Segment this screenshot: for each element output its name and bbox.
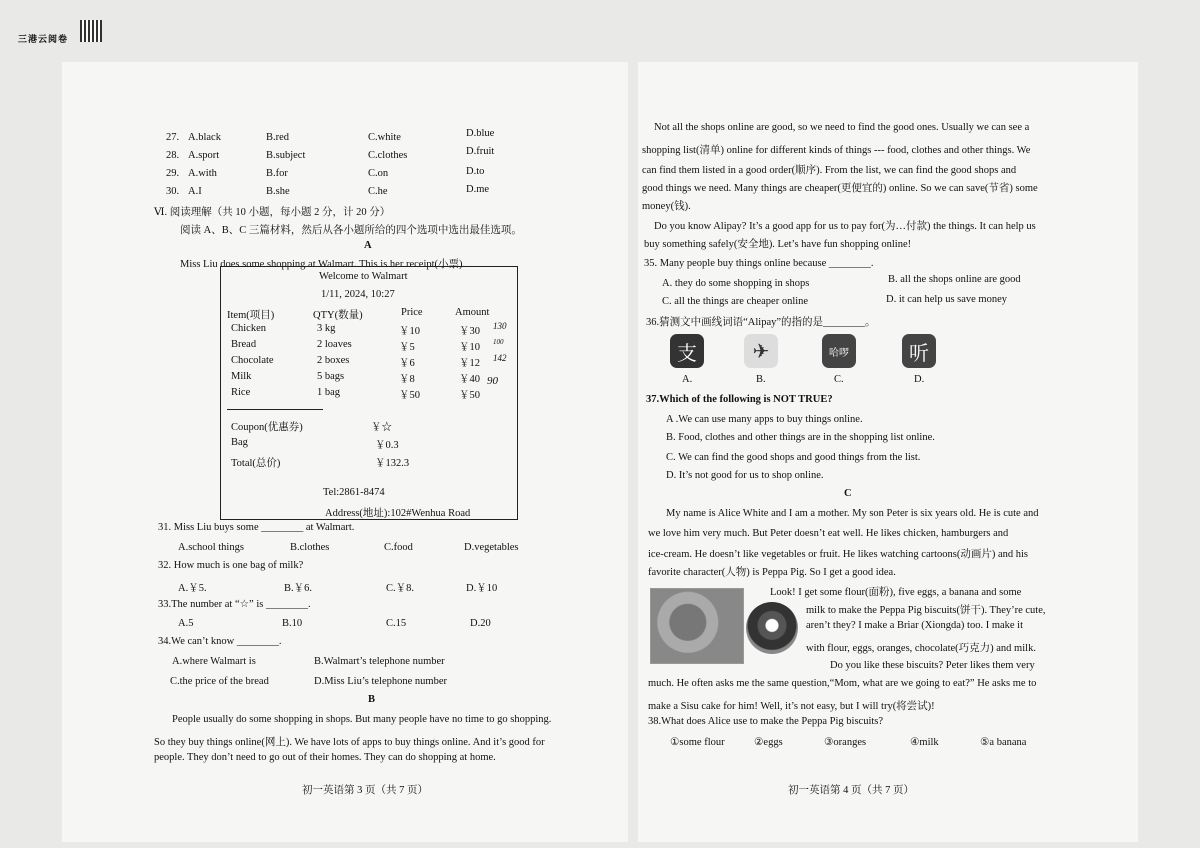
- passage-b-line: Not all the shops online are good, so we need to find the good ones. Usually we can see a: [654, 122, 1030, 133]
- receipt-row-qty: 1 bag: [317, 387, 341, 398]
- receipt-row-item: Rice: [231, 387, 251, 398]
- q36-b: B.: [756, 374, 766, 385]
- passage-b-line: can find them listed in a good order(顺序). From the list, we can find the good shops and: [642, 165, 1017, 176]
- receipt-row-price: ￥10: [399, 326, 420, 337]
- q29-a: A.with: [188, 168, 217, 179]
- q36-d: D.: [914, 374, 925, 385]
- q32-b: B.￥6.: [284, 583, 313, 594]
- passage-c-line: ice-cream. He doesn’t like vegetables or fruit. He likes watching cartoons(动画片) and his: [648, 549, 1029, 560]
- passage-c-line: much. He often asks me the same question,“Mom, what are we going to eat?” He asks me to: [648, 678, 1037, 689]
- q30-c: C.he: [368, 186, 388, 197]
- passage-c-line: with flour, eggs, oranges, chocolate(巧克力) and milk.: [806, 643, 1036, 654]
- receipt-row-qty: 2 boxes: [317, 355, 350, 366]
- receipt-header-qty: QTY(数量): [313, 310, 363, 321]
- passage-c-line: milk to make the Peppa Pig biscuits(饼干). They’re cute,: [806, 605, 1046, 616]
- q33-stem: 33.The number at “☆” is ________.: [158, 599, 311, 610]
- q33-c: C.15: [386, 618, 407, 629]
- receipt-header-amount: Amount: [455, 307, 490, 318]
- q27-b: B.red: [266, 132, 290, 143]
- q31-b: B.clothes: [290, 542, 330, 553]
- q33-a: A.5: [178, 618, 194, 629]
- receipt-total-value: ￥132.3: [375, 458, 410, 469]
- listen-app-icon: 听: [902, 334, 936, 368]
- passage-c-line: we love him very much. But Peter doesn’t eat well. He likes chicken, hamburgers and: [648, 528, 1009, 539]
- q34-stem: 34.We can’t know ________.: [158, 636, 282, 647]
- q35-d: D. it can help us save money: [886, 294, 1008, 305]
- q34-a: A.where Walmart is: [172, 656, 256, 667]
- q28-a: A.sport: [188, 150, 220, 161]
- passage-b-line: So they buy things online(网上). We have lots of apps to buy things online. And it’s good for: [154, 737, 545, 748]
- q27-c: C.white: [368, 132, 401, 143]
- q33-b: B.10: [282, 618, 303, 629]
- receipt-header-item: Item(项目): [227, 310, 275, 321]
- receipt-row-item: Chocolate: [231, 355, 274, 366]
- receipt-row-qty: 3 kg: [317, 323, 336, 334]
- receipt-tel: Tel:2861-8474: [323, 487, 385, 498]
- receipt-bag-value: ￥0.3: [375, 440, 399, 451]
- q30-num: 30.: [166, 186, 180, 197]
- receipt-header-price: Price: [401, 307, 423, 318]
- receipt-row-item: Milk: [231, 371, 252, 382]
- receipt-coupon-value: ￥☆: [371, 422, 392, 433]
- q31-d: D.vegetables: [464, 542, 519, 553]
- q36-a: A.: [682, 374, 693, 385]
- q35-b: B. all the shops online are good: [888, 274, 1021, 285]
- q36-c: C.: [834, 374, 844, 385]
- receipt-coupon-label: Coupon(优惠券): [231, 422, 303, 433]
- q34-b: B.Walmart’s telephone number: [314, 656, 445, 667]
- receipt-row-amount: ￥10: [459, 342, 480, 353]
- passage-b-line: money(钱).: [642, 201, 691, 212]
- receipt-title: Welcome to Walmart: [319, 271, 408, 282]
- passage-c-line: aren’t they? I make a Briar (Xiongda) too. I make it: [806, 620, 1024, 631]
- receipt: [220, 266, 518, 520]
- q30-d: D.me: [466, 184, 490, 195]
- passage-b-line: people. They don’t need to go out of their homes. They can do shopping at home.: [154, 752, 496, 763]
- q32-c: C.￥8.: [386, 583, 415, 594]
- q29-d: D.to: [466, 166, 485, 177]
- passage-c-line: Look! I get some flour(面粉), five eggs, a banana and some: [770, 587, 1022, 598]
- right-page: [638, 62, 1138, 842]
- passage-c-line: Do you like these biscuits? Peter likes them very: [830, 660, 1035, 671]
- receipt-row-amount: ￥50: [459, 390, 480, 401]
- q36-stem: 36.猜测文中画线词语“Alipay”的指的是________。: [646, 317, 876, 328]
- receipt-row-qty: 5 bags: [317, 371, 345, 382]
- receipt-row-amount: ￥30: [459, 326, 480, 337]
- q27-d: D.blue: [466, 128, 495, 139]
- page-footer: 初一英语第 4 页（共 7 页）: [788, 785, 914, 796]
- q38-option: ③oranges: [824, 737, 867, 748]
- receipt-divider: [227, 409, 323, 410]
- receipt-row-item: Bread: [231, 339, 257, 350]
- receipt-row-price: ￥50: [399, 390, 420, 401]
- q28-c: C.clothes: [368, 150, 408, 161]
- passage-c-line: My name is Alice White and I am a mother. My son Peter is six years old. He is cute and: [666, 508, 1039, 519]
- q32-d: D.￥10: [466, 583, 498, 594]
- q32-stem: 32. How much is one bag of milk?: [158, 560, 304, 571]
- hello-app-icon: 哈啰: [822, 334, 856, 368]
- receipt-row-price: ￥6: [399, 358, 415, 369]
- q29-num: 29.: [166, 168, 180, 179]
- section-title: Ⅵ. 阅读理解（共 10 小题，每小题 2 分，计 20 分）: [154, 207, 391, 218]
- q31-stem: 31. Miss Liu buys some ________ at Walmart.: [158, 522, 355, 533]
- q35-c: C. all the things are cheaper online: [662, 296, 809, 307]
- passage-a-intro: Miss Liu does some shopping at Walmart. This is her receipt(小票).: [180, 259, 466, 270]
- q38-option: ②eggs: [754, 737, 783, 748]
- q28-d: D.fruit: [466, 146, 495, 157]
- receipt-row-item: Chicken: [231, 323, 266, 334]
- handwritten-note: 90: [487, 375, 498, 387]
- q27-num: 27.: [166, 132, 180, 143]
- q37-d: D. It’s not good for us to shop online.: [666, 470, 824, 481]
- receipt-row-amount: ￥40: [459, 374, 480, 385]
- q31-c: C.food: [384, 542, 413, 553]
- page-footer: 初一英语第 3 页（共 7 页）: [302, 785, 428, 796]
- q27-a: A.black: [188, 132, 221, 143]
- handwritten-note: 130: [493, 321, 507, 331]
- q28-num: 28.: [166, 150, 180, 161]
- peppa-biscuits-photo: [650, 588, 744, 664]
- q30-a: A.I: [188, 186, 202, 197]
- logo-text: 三港云阅卷: [18, 34, 69, 44]
- receipt-row-price: ￥8: [399, 374, 415, 385]
- q38-option: ④milk: [910, 737, 939, 748]
- q37-c: C. We can find the good shops and good things from the list.: [666, 452, 921, 463]
- paper-plane-app-icon: ✈: [744, 334, 778, 368]
- q35-a: A. they do some shopping in shops: [662, 278, 810, 289]
- q34-d: D.Miss Liu’s telephone number: [314, 676, 447, 687]
- q30-b: B.she: [266, 186, 290, 197]
- q31-a: A.school things: [178, 542, 244, 553]
- q38-option: ⑤a banana: [980, 737, 1027, 748]
- handwritten-note: 142: [493, 353, 507, 363]
- passage-b-line: good things we need. Many things are cheaper(更便宜的) online. So we can save(节省) some: [642, 183, 1038, 194]
- q37-b: B. Food, clothes and other things are in the shopping list online.: [666, 432, 935, 443]
- receipt-bag-label: Bag: [231, 437, 248, 448]
- q35-stem: 35. Many people buy things online because ________.: [644, 258, 874, 269]
- receipt-row-qty: 2 loaves: [317, 339, 352, 350]
- q38-option: ①some flour: [670, 737, 725, 748]
- passage-b-label: B: [368, 694, 376, 705]
- receipt-total-label: Total(总价): [231, 458, 281, 469]
- passage-b-line: shopping list(清单) online for different kinds of things --- food, clothes and other things. We: [642, 145, 1031, 156]
- handwritten-note: 100: [493, 338, 504, 346]
- q34-c: C.the price of the bread: [170, 676, 269, 687]
- passage-c-line: favorite character(人物) is Peppa Pig. So I get a good idea.: [648, 567, 896, 578]
- q28-b: B.subject: [266, 150, 306, 161]
- q38-stem: 38.What does Alice use to make the Peppa Pig biscuits?: [648, 716, 884, 727]
- briar-biscuit-photo: [746, 602, 798, 654]
- passage-b-line: Do you know Alipay? It’s a good app for us to pay for(为…付款) the things. It can help us: [654, 221, 1036, 232]
- passage-b-line: buy something safely(安全地). Let’s have fun shopping online!: [644, 239, 912, 250]
- q29-c: C.on: [368, 168, 389, 179]
- receipt-row-amount: ￥12: [459, 358, 480, 369]
- receipt-datetime: 1/11, 2024, 10:27: [321, 289, 395, 300]
- passage-a-label: A: [364, 240, 372, 251]
- passage-b-line: People usually do some shopping in shops. But many people have no time to go shopping.: [172, 714, 552, 725]
- alipay-app-icon: 支: [670, 334, 704, 368]
- passage-c-line: make a Sisu cake for him! Well, it’s not easy, but I will try(将尝试)!: [648, 701, 935, 712]
- passage-c-label: C: [844, 488, 852, 499]
- logo: [18, 18, 106, 48]
- qr-code-icon: [80, 20, 102, 42]
- receipt-address: Address(地址):102#Wenhua Road: [325, 508, 471, 519]
- q32-a: A.￥5.: [178, 583, 207, 594]
- section-instructions: 阅读 A、B、C 三篇材料，然后从各小题所给的四个选项中选出最佳选项。: [180, 225, 522, 236]
- receipt-row-price: ￥5: [399, 342, 415, 353]
- q37-stem: 37.Which of the following is NOT TRUE?: [646, 394, 833, 405]
- q37-a: A .We can use many apps to buy things online.: [666, 414, 863, 425]
- left-page: [62, 62, 628, 842]
- q29-b: B.for: [266, 168, 288, 179]
- q33-d: D.20: [470, 618, 491, 629]
